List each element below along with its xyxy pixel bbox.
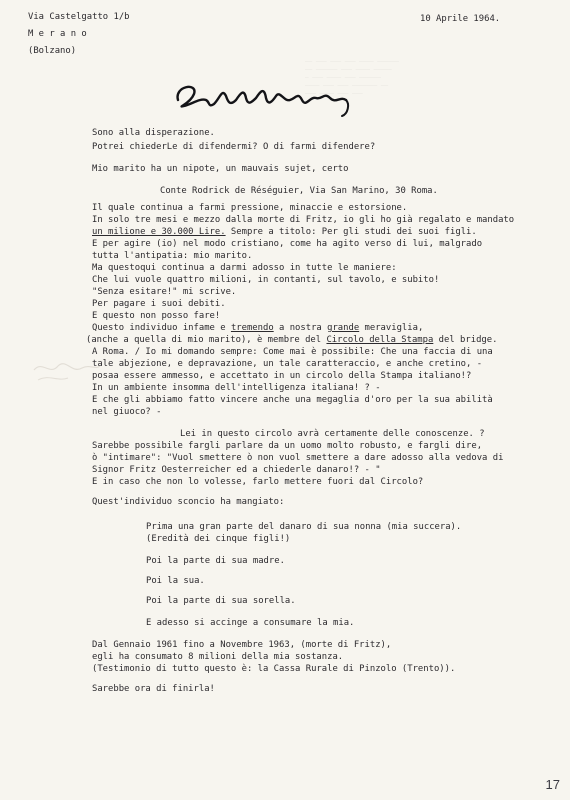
- sender-city: M e r a n o: [28, 29, 87, 39]
- body-line-9: tutta l'antipatia: mio marito.: [92, 251, 253, 261]
- body-line-3: Mio marito ha un nipote, un mauvais sujet, certo: [92, 164, 349, 174]
- body-line-8: E per agire (io) nel modo cristiano, come ha agito verso di lui, malgrado: [92, 239, 483, 249]
- body-line-4: Conte Rodrick de Réséguier, Via San Marino, 30 Roma.: [160, 186, 438, 196]
- body-line-1: Sono alla disperazione.: [92, 128, 215, 138]
- body-line-11: Che lui vuole quattro milioni, in contanti, sul tavolo, e subito!: [92, 275, 440, 285]
- page-number: 17: [545, 777, 560, 792]
- body-line-20: In un ambiente insomma dell'intelligenza italiana! ? -: [92, 383, 381, 393]
- list-line-4: Poi la sua.: [146, 576, 205, 586]
- body-line-35: Dal Gennaio 1961 fino a Novembre 1963, (morte di Fritz),: [92, 640, 392, 650]
- body-line-5: Il quale continua a farmi pressione, minaccie e estorsione.: [92, 203, 408, 213]
- list-line-1: Prima una gran parte del danaro di sua nonna (mia succera).: [146, 522, 462, 532]
- body-line-21: E che gli abbiamo fatto vincere anche una megaglia d'oro per la sua abilità: [92, 395, 493, 405]
- body-line-12: "Senza esitare!" mi scrive.: [92, 287, 237, 297]
- list-line-3: Poi la parte di sua madre.: [146, 556, 285, 566]
- show-through-text: —— ——— ——— ——— ———— —————— —— —————— ——— ———— ————— — ——— ———— ——— —————— ———— ——— ——— ——————— —— ——— ———— ——— ———: [305, 58, 399, 97]
- body-line-24: Sarebbe possibile fargli parlare da un uomo molto robusto, e fargli dire,: [92, 441, 483, 451]
- body-line-18: tale abjezione, e depravazione, un tale caratteraccio, e anche cretino, -: [92, 359, 483, 369]
- body-line-22: nel giuoco? -: [92, 407, 162, 417]
- body-line-36: egli ha consumato 8 milioni della mia sostanza.: [92, 652, 344, 662]
- handwritten-salutation: [170, 78, 360, 118]
- sender-street: Via Castelgatto 1/b: [28, 12, 130, 22]
- body-line-23: Lei in questo circolo avrà certamente delle conoscenze. ?: [180, 429, 485, 439]
- body-line-15: Questo individuo infame e tremendo a nostra grande meraviglia,: [92, 323, 424, 333]
- body-line-25: ò "intimare": "Vuol smettere ò non vuol smettere a dare adosso alla vedova di: [92, 453, 504, 463]
- closing-line: Sarebbe ora di finirla!: [92, 684, 215, 694]
- body-line-27: E in caso che non lo volesse, farlo mettere fuori dal Circolo?: [92, 477, 424, 487]
- body-line-16: (anche a quella di mio marito), è membre del Circolo della Stampa del bridge.: [86, 335, 498, 345]
- body-line-19: posaa essere ammesso, e accettato in un circolo della Stampa italiano!?: [92, 371, 472, 381]
- body-line-28: Quest'individuo sconcio ha mangiato:: [92, 497, 285, 507]
- list-line-6: E adesso si accinge a consumare la mia.: [146, 618, 355, 628]
- body-line-14: E questo non posso fare!: [92, 311, 221, 321]
- body-line-13: Per pagare i suoi debiti.: [92, 299, 226, 309]
- body-line-6: In solo tre mesi e mezzo dalla morte di Fritz, io gli ho già regalato e mandato: [92, 215, 515, 225]
- letter-date: 10 Aprile 1964.: [420, 14, 501, 24]
- body-line-10: Ma questoqui continua a darmi adosso in tutte le maniere:: [92, 263, 397, 273]
- body-line-7: un milione e 30.000 Lire. Sempre a titolo: Per gli studi dei suoi figli.: [92, 227, 477, 237]
- list-line-5: Poi la parte di sua sorella.: [146, 596, 296, 606]
- body-line-17: A Roma. / Io mi domando sempre: Come mai è possibile: Che una faccia di una: [92, 347, 493, 357]
- body-line-26: Signor Fritz Oesterreicher ed a chiederle danaro!? - ": [92, 465, 381, 475]
- body-line-2: Potrei chiederLe di difendermi? O di farmi difendere?: [92, 142, 376, 152]
- sender-province: (Bolzano): [28, 46, 77, 56]
- list-line-2: (Eredità dei cinque figli!): [146, 534, 291, 544]
- amount-underlined: un milione e 30.000 Lire.: [92, 227, 226, 237]
- body-line-37: (Testimonio di tutto questo è: la Cassa Rurale di Pinzolo (Trento)).: [92, 664, 456, 674]
